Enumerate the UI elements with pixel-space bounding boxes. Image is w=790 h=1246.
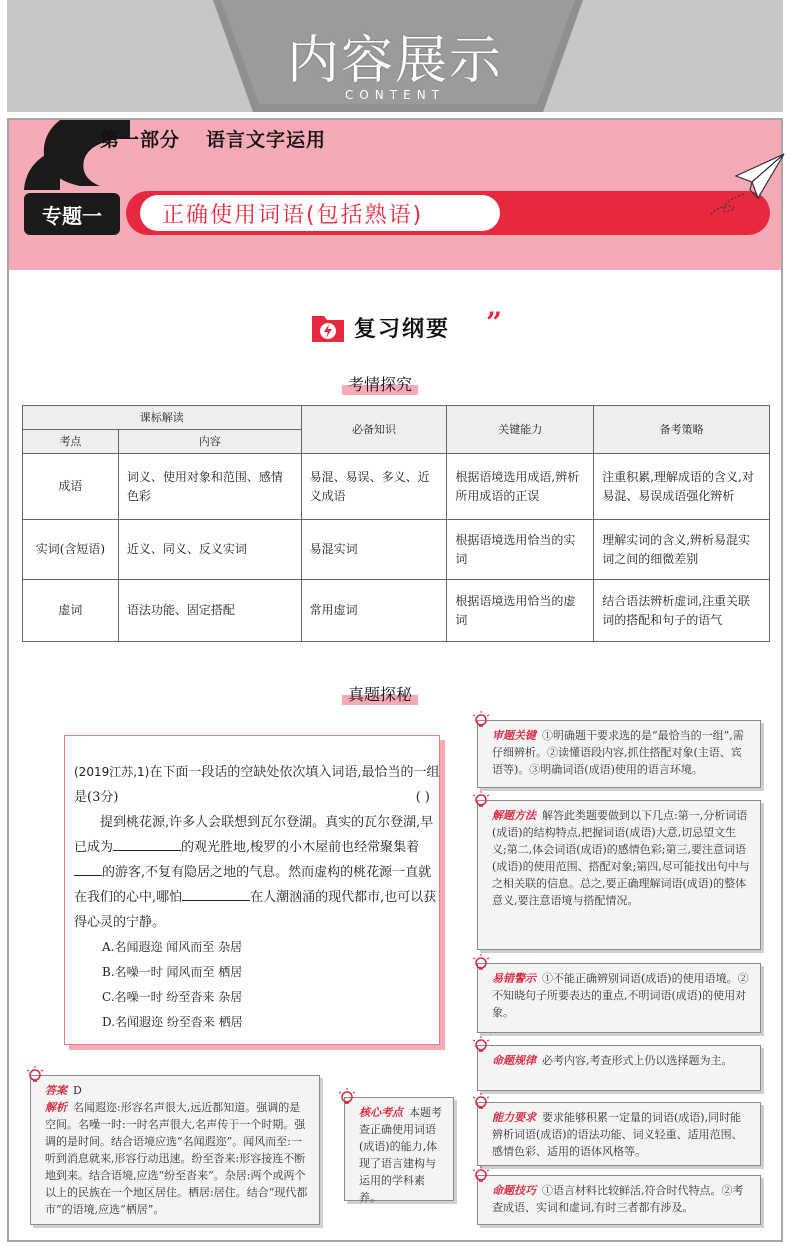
option-d: D.名闻遐迩 纷至沓来 栖居 (102, 1015, 243, 1029)
note-review-key: 审题关键 ①明确题干要求选的是“最恰当的一组”,需仔细辨析。②读懂语段内容,抓住搭配对象(主语、宾语等)。③明确词语(成语)使用的语言环境。 (477, 720, 761, 788)
cell-content: 词义、使用对象和范围、感情色彩 (118, 454, 301, 520)
question-source: (2019江苏,1) (74, 765, 150, 779)
note-core-point: 核心考点 本题考查正确使用词语(成语)的能力,体现了语言建构与运用的学科素养。 (344, 1097, 454, 1201)
cell-point: 成语 (23, 454, 119, 520)
part-title (100, 125, 326, 152)
option-a: A.名闻遐迩 闻风而至 杂居 (102, 940, 243, 954)
table-row (23, 520, 770, 580)
cell-knowledge: 易混实词 (301, 520, 447, 580)
cell-knowledge: 易混、易误、多义、近义成语 (301, 454, 447, 520)
lightbulb-icon (336, 1087, 358, 1109)
lightbulb-icon (470, 953, 492, 975)
note-answer: 答案 D 解析 名闻遐迩:形容名声很大,远近都知道。强调的是空间。名噪一时:一时名声很大,名声传于一个时期。强调的是时间。结合语境应选“名闻遐迩”。闻风而至:一听到消息就来,形容行动迅速。纷至沓来:形容接连不断地到来。结合语境,应选“纷至沓来”。杂居:两个或两个以上的民族在一个地区居住。栖居:居住。结合“现代都市”的语境,应选“栖居”。 (30, 1075, 320, 1225)
part-name: 语言文字运用 (206, 129, 327, 151)
answer-paren: ( ) (415, 790, 430, 805)
exam-info-heading: 考情探究 (348, 372, 412, 395)
cell-strategy: 理解实词的含义,辨析易混实词之间的细微差别 (594, 520, 770, 580)
cell-ability: 根据语境选用恰当的实词 (447, 520, 594, 580)
topic-badge: 专题一 (24, 193, 120, 235)
cell-content: 近义、同义、反义实词 (118, 520, 301, 580)
cell-ability: 根据语境选用恰当的虚词 (447, 580, 594, 642)
cell-strategy: 结合语法辨析虚词,注重关联词的搭配和句子的语气 (594, 580, 770, 642)
note-error-warning: 易错警示 ①不能正确辨别词语(成语)的使用语境。②不知晓句子所要表达的重点,不明词语(成语)的使用对象。 (477, 963, 761, 1033)
blank-1 (113, 850, 181, 851)
note-ability: 能力要求 要求能够积累一定量的词语(成语),同时能辨析词语(成语)的语法功能、词义轻重、适用范围、感情色彩、适用的语体风格等。 (477, 1102, 761, 1166)
lightbulb-icon (470, 1035, 492, 1057)
table-header-ability: 关键能力 (447, 406, 594, 454)
lightbulb-icon (470, 1165, 492, 1187)
table-row (23, 580, 770, 642)
banner-subtitle: CONTENT (344, 88, 446, 102)
note-skill: 命题技巧 ①语言材料比较鲜活,符合时代特点。②考查成语、实词和虚词,有时三者都有涉及。 (477, 1175, 761, 1225)
review-heading (310, 306, 503, 348)
blank-3 (182, 900, 250, 901)
passage-part-3: 的游客,不复有隐居之地的气息。然而虚构的桃花源一直就在我们的心中,哪怕 (74, 865, 432, 905)
review-title: 复习纲要 (354, 317, 451, 342)
banner-title: 内容展示 (286, 31, 503, 91)
exam-table (22, 405, 770, 642)
real-exam-heading: 真题探秘 (348, 682, 412, 705)
passage-part-2: 的观光胜地,梭罗的小木屋前也经常聚集着 (181, 840, 420, 855)
question-text (74, 760, 440, 1035)
folder-lightning-icon (310, 310, 346, 344)
table-header-knowledge: 必备知识 (301, 406, 447, 454)
cell-knowledge: 常用虚词 (301, 580, 447, 642)
table-header-strategy: 备考策略 (594, 406, 770, 454)
cell-content: 语法功能、固定搭配 (118, 580, 301, 642)
note-pattern: 命题规律 必考内容,考查形式上仍以选择题为主。 (477, 1045, 761, 1091)
table-header-point: 考点 (23, 430, 119, 454)
lightbulb-icon (470, 790, 492, 812)
question-stem: 在下面一段话的空缺处依次填入词语,最恰当的一组是(3分) (74, 765, 440, 805)
blank-2 (74, 875, 102, 876)
lightbulb-icon (470, 1092, 492, 1114)
table-group-header: 课标解读 (23, 406, 302, 430)
passage-part-4: 在人潮汹涌的现代都市,也可以获得心灵的宁静。 (74, 890, 437, 930)
lightbulb-icon (24, 1065, 46, 1087)
option-c: C.名噪一时 纷至沓来 杂居 (102, 990, 243, 1004)
option-b: B.名噪一时 闻风而至 栖居 (102, 965, 243, 979)
lightbulb-icon (470, 710, 492, 732)
part-number: 第一部分 (100, 129, 181, 151)
passage-part-1: 提到桃花源,许多人会联想到瓦尔登湖。真实的瓦尔登湖,早已成为 (74, 815, 434, 855)
cell-point: 实词(含短语) (23, 520, 119, 580)
cell-point: 虚词 (23, 580, 119, 642)
table-row (23, 454, 770, 520)
table-header-content: 内容 (118, 430, 301, 454)
note-solving-method: 解题方法 解答此类题要做到以下几点:第一,分析词语(成语)的结构特点,把握词语(成语)大意,切忌望文生义;第二,体会词语(成语)的感情色彩;第三,要注意词语(成语)的使用范围、搭配对象;第四,尽可能找出句中与之相关联的信息。总之,要正确理解词语(成语)的整体意义,要注意语境与搭配情况。 (477, 800, 761, 950)
cell-strategy: 注重积累,理解成语的含义,对易混、易误成语强化辨析 (594, 454, 770, 520)
quote-mark-icon: ” (486, 306, 503, 339)
paper-plane-icon (706, 150, 786, 220)
cell-ability: 根据语境选用成语,辨析所用成语的正误 (447, 454, 594, 520)
topic-title: 正确使用词语(包括熟语) (140, 195, 500, 231)
